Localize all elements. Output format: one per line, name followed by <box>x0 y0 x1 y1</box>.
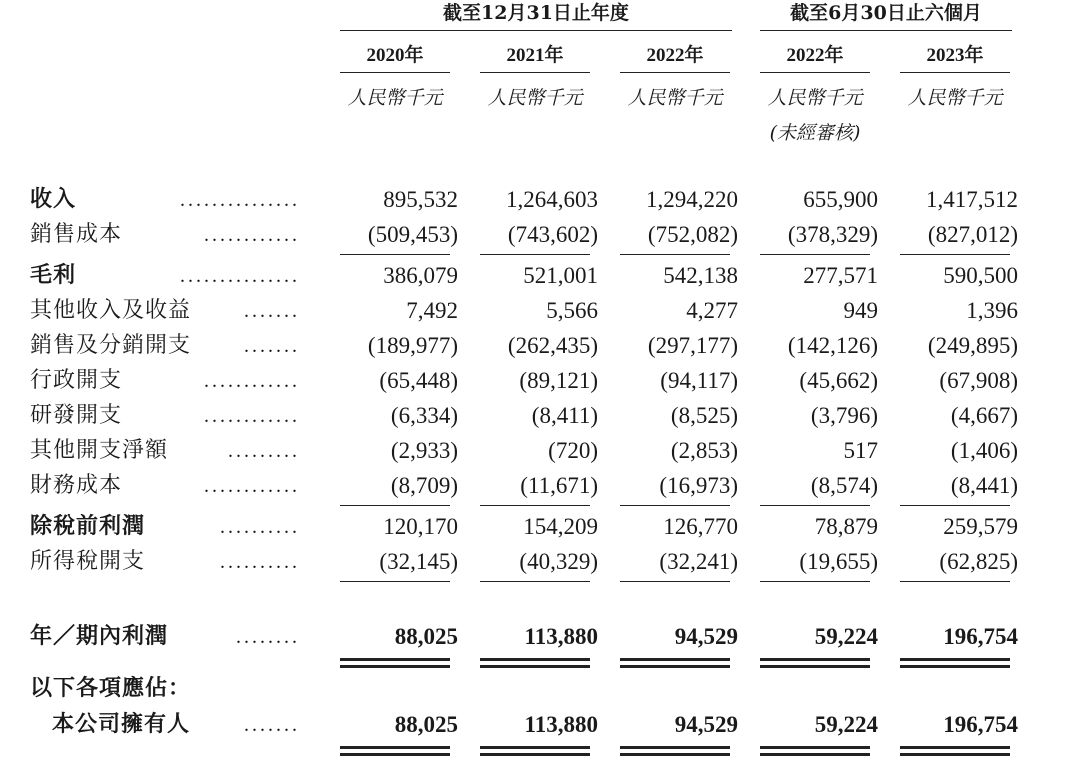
cell-value: 949 <box>843 298 878 323</box>
year-header-3: 2022年 <box>620 42 730 73</box>
cell-value: (720) <box>548 438 598 463</box>
cell-value: 88,025 <box>394 624 458 649</box>
year-header-5: 2023年 <box>900 42 1010 73</box>
table-row-owners-of-company <box>0 708 1080 742</box>
cell-value: (827,012) <box>927 222 1018 247</box>
total-double-rule-3 <box>620 746 730 756</box>
subtotal-rule-4 <box>760 505 870 506</box>
cell-value: 113,880 <box>524 712 598 737</box>
table-row-income-tax <box>0 545 1080 579</box>
cell-value: (2,933) <box>390 438 458 463</box>
row-label: 研發開支 <box>30 403 123 428</box>
row-leader-dots: ......... <box>228 440 300 462</box>
subtotal-rule-3 <box>620 581 730 582</box>
cell-value: 5,566 <box>546 298 598 323</box>
cell-value: 1,294,220 <box>646 187 738 212</box>
subtotal-rule-2 <box>480 505 590 506</box>
cell-value: 59,224 <box>814 624 878 649</box>
cell-value: (378,329) <box>787 222 878 247</box>
cell-value: 517 <box>843 438 878 463</box>
cell-value: 88,025 <box>394 712 458 737</box>
unit-label-3: 人民幣千元 <box>627 87 723 109</box>
cell-value: 94,529 <box>674 624 738 649</box>
cell-value: 277,571 <box>803 263 878 288</box>
cell-value: 4,277 <box>686 298 738 323</box>
cell-value: (11,671) <box>520 473 598 498</box>
subtotal-rule-3 <box>620 254 730 255</box>
total-double-rule-4 <box>760 658 870 668</box>
cell-value: (4,667) <box>950 403 1018 428</box>
table-row-admin-expenses <box>0 364 1080 398</box>
total-double-rule-2 <box>480 658 590 668</box>
row-leader-dots: ........ <box>236 626 300 648</box>
table-row-selling-expenses <box>0 329 1080 363</box>
unit-label-5: 人民幣千元 <box>907 87 1003 109</box>
cell-value: (40,329) <box>519 549 598 574</box>
cell-value: (1,406) <box>950 438 1018 463</box>
table-row-rnd-expenses <box>0 399 1080 433</box>
cell-value: 259,579 <box>943 514 1018 539</box>
row-label: 所得稅開支 <box>30 549 146 574</box>
cell-value: (3,796) <box>810 403 878 428</box>
unit-label-2: 人民幣千元 <box>487 87 583 109</box>
cell-value: (32,145) <box>379 549 458 574</box>
total-double-rule-2 <box>480 746 590 756</box>
row-label: 其他開支淨額 <box>30 438 169 463</box>
year-header-4: 2022年 <box>760 42 870 73</box>
row-label: 財務成本 <box>30 473 123 498</box>
cell-value: 1,264,603 <box>506 187 598 212</box>
cell-value: (32,241) <box>659 549 738 574</box>
cell-value: 521,001 <box>523 263 598 288</box>
total-double-rule-5 <box>900 658 1010 668</box>
cell-value: (19,655) <box>799 549 878 574</box>
cell-value: 386,079 <box>383 263 458 288</box>
attributable-heading: 以下各項應佔： <box>30 676 192 701</box>
row-label: 毛利 <box>30 263 77 288</box>
subtotal-rule-4 <box>760 254 870 255</box>
cell-value: (94,117) <box>660 368 738 393</box>
row-leader-dots: .......... <box>220 516 300 538</box>
subtotal-rule-5 <box>900 581 1010 582</box>
table-row-profit-for-period <box>0 620 1080 654</box>
cell-value: 1,417,512 <box>926 187 1018 212</box>
total-double-rule-3 <box>620 658 730 668</box>
cell-value: (6,334) <box>390 403 458 428</box>
table-row-other-income <box>0 294 1080 328</box>
table-row-finance-costs <box>0 469 1080 503</box>
cell-value: 196,754 <box>943 624 1018 649</box>
subtotal-rule-4 <box>760 581 870 582</box>
cell-value: 78,879 <box>814 514 878 539</box>
total-double-rule-4 <box>760 746 870 756</box>
cell-value: 196,754 <box>943 712 1018 737</box>
row-label: 本公司擁有人 <box>52 712 191 737</box>
cell-value: (8,574) <box>810 473 878 498</box>
cell-value: (743,602) <box>507 222 598 247</box>
cell-value: (16,973) <box>659 473 738 498</box>
cell-value: 895,532 <box>383 187 458 212</box>
header-group-interim: 截至6月30日止六個月 <box>760 0 1012 31</box>
subtotal-rule-1 <box>340 581 450 582</box>
row-label: 年／期內利潤 <box>30 624 169 649</box>
cell-value: 655,900 <box>803 187 878 212</box>
unit-label-1: 人民幣千元 <box>347 87 443 109</box>
cell-value: (8,411) <box>531 403 598 428</box>
row-label: 其他收入及收益 <box>30 298 192 323</box>
cell-value: 1,396 <box>966 298 1018 323</box>
table-row-other-expenses-net <box>0 434 1080 468</box>
table-row-gross-profit <box>0 259 1080 293</box>
cell-value: 154,209 <box>523 514 598 539</box>
cell-value: (45,662) <box>799 368 878 393</box>
row-leader-dots: .......... <box>220 551 300 573</box>
row-leader-dots: ....... <box>244 300 300 322</box>
total-double-rule-5 <box>900 746 1010 756</box>
cell-value: (2,853) <box>670 438 738 463</box>
row-leader-dots: ............ <box>204 370 300 392</box>
subtotal-rule-2 <box>480 581 590 582</box>
cell-value: (62,825) <box>939 549 1018 574</box>
cell-value: (297,177) <box>647 333 738 358</box>
table-row-revenue <box>0 183 1080 217</box>
subtotal-rule-5 <box>900 505 1010 506</box>
cell-value: 120,170 <box>383 514 458 539</box>
unit-label-4: 人民幣千元 <box>767 87 863 109</box>
subtotal-rule-1 <box>340 254 450 255</box>
cell-value: (752,082) <box>647 222 738 247</box>
cell-value: (67,908) <box>939 368 1018 393</box>
cell-value: 7,492 <box>406 298 458 323</box>
row-leader-dots: ....... <box>244 714 300 736</box>
cell-value: (8,709) <box>390 473 458 498</box>
cell-value: (509,453) <box>367 222 458 247</box>
cell-value: 126,770 <box>663 514 738 539</box>
row-label: 收入 <box>30 187 77 212</box>
year-header-2: 2021年 <box>480 42 590 73</box>
cell-value: (142,126) <box>787 333 878 358</box>
unaudited-note: (未經審核) <box>769 122 861 144</box>
subtotal-rule-1 <box>340 505 450 506</box>
table-row-profit-before-tax <box>0 510 1080 544</box>
row-leader-dots: ............ <box>204 224 300 246</box>
total-double-rule-1 <box>340 746 450 756</box>
attributable-heading-row <box>0 672 1080 706</box>
cell-value: 59,224 <box>814 712 878 737</box>
row-leader-dots: ....... <box>244 335 300 357</box>
row-leader-dots: ............ <box>204 405 300 427</box>
year-header-1: 2020年 <box>340 42 450 73</box>
header-group-annual: 截至12月31日止年度 <box>340 0 732 31</box>
cell-value: 590,500 <box>943 263 1018 288</box>
row-leader-dots: ............... <box>180 265 300 287</box>
cell-value: (189,977) <box>367 333 458 358</box>
cell-value: 94,529 <box>674 712 738 737</box>
cell-value: (249,895) <box>927 333 1018 358</box>
subtotal-rule-5 <box>900 254 1010 255</box>
row-leader-dots: ............... <box>180 189 300 211</box>
cell-value: (89,121) <box>519 368 598 393</box>
row-label: 銷售成本 <box>30 222 123 247</box>
cell-value: (8,525) <box>670 403 738 428</box>
row-label: 銷售及分銷開支 <box>30 333 192 358</box>
cell-value: (262,435) <box>507 333 598 358</box>
cell-value: (8,441) <box>950 473 1018 498</box>
total-double-rule-1 <box>340 658 450 668</box>
cell-value: 542,138 <box>663 263 738 288</box>
cell-value: (65,448) <box>379 368 458 393</box>
cell-value: 113,880 <box>524 624 598 649</box>
row-leader-dots: ............ <box>204 475 300 497</box>
table-row-cost-of-sales <box>0 218 1080 252</box>
subtotal-rule-2 <box>480 254 590 255</box>
row-label: 除稅前利潤 <box>30 514 146 539</box>
row-label: 行政開支 <box>30 368 123 393</box>
subtotal-rule-3 <box>620 505 730 506</box>
